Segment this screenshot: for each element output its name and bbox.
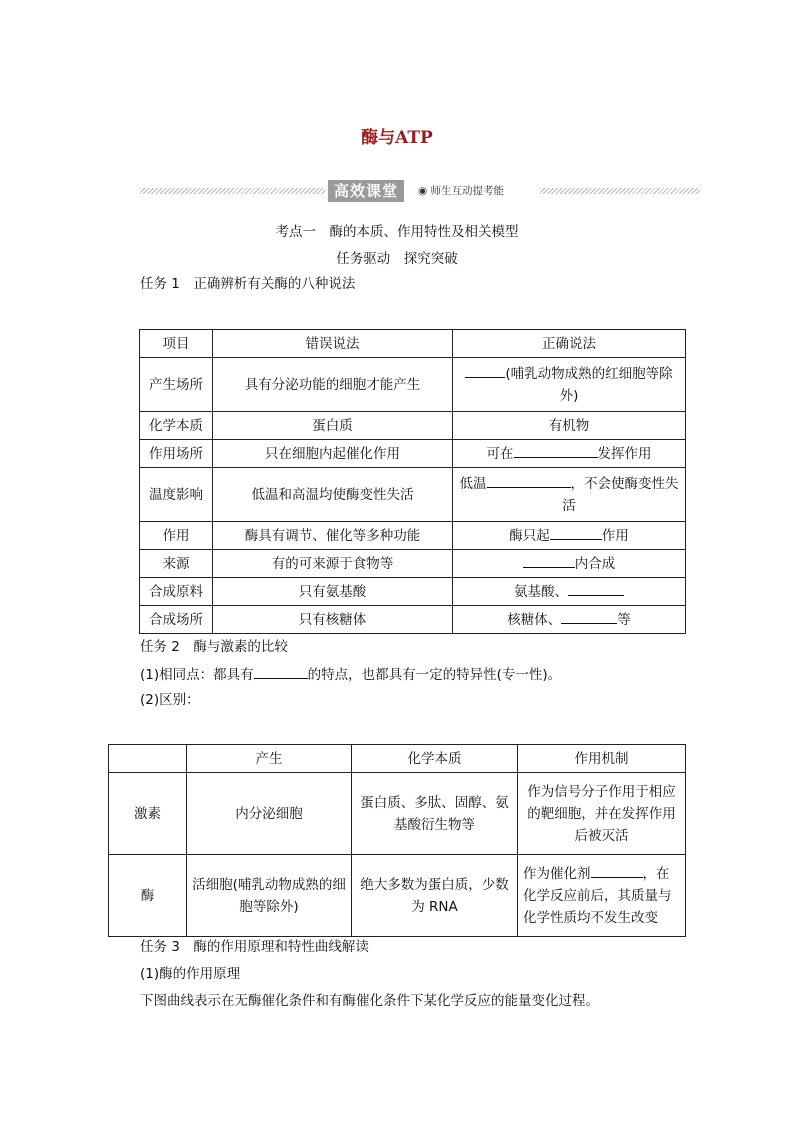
right-text-post: (哺乳动物成熟的红细胞等除外) <box>505 366 673 404</box>
header-cell: 化学本质 <box>352 745 518 773</box>
mechanism-text-pre: 作为催化剂 <box>523 866 591 882</box>
mechanism-text-post: ，在化学反应前后，其质量与化学性质均不发生改变 <box>523 866 672 926</box>
page-title: 酶与ATP <box>361 128 433 148</box>
nature-cell: 蛋白质、多肽、固醇、氨基酸衍生物等 <box>352 773 518 855</box>
origin-cell: 活细胞(哺乳动物成熟的细胞等除外) <box>187 855 352 937</box>
right-text-pre: 酶只起 <box>509 528 550 544</box>
name-cell: 激素 <box>109 773 187 855</box>
item-cell: 来源 <box>140 550 213 578</box>
task2-point2: (2)区别： <box>140 692 200 708</box>
answer-blank[interactable] <box>591 862 643 878</box>
task2-heading: 任务 2 酶与激素的比较 <box>140 639 288 655</box>
banner-stripe-left <box>140 188 325 194</box>
item-cell: 合成场所 <box>140 606 213 634</box>
task2-point1-post: 的特点，也都具有一定的特异性(专一性)。 <box>307 667 562 683</box>
header-cell: 错误说法 <box>213 330 453 358</box>
item-cell: 作用场所 <box>140 440 213 468</box>
header-cell: 作用机制 <box>518 745 686 773</box>
item-cell: 化学本质 <box>140 412 213 440</box>
item-cell: 温度影响 <box>140 468 213 522</box>
header-cell: 产生 <box>187 745 352 773</box>
answer-blank[interactable] <box>523 552 575 568</box>
task3-heading: 任务 3 酶的作用原理和特性曲线解读 <box>140 939 369 955</box>
item-cell: 合成原料 <box>140 578 213 606</box>
table-row <box>109 855 686 937</box>
table-header-row <box>140 330 686 358</box>
table-row <box>140 578 686 606</box>
table-header-row <box>109 745 686 773</box>
answer-blank[interactable] <box>254 663 308 679</box>
wrong-cell: 低温和高温均使酶变性失活 <box>213 468 453 522</box>
name-cell: 酶 <box>109 855 187 937</box>
right-cell <box>453 440 686 468</box>
table-row <box>140 522 686 550</box>
answer-blank[interactable] <box>514 442 598 458</box>
section-banner <box>140 180 700 202</box>
answer-blank[interactable] <box>465 362 505 378</box>
mechanism-cell <box>518 855 686 937</box>
table-row <box>140 606 686 634</box>
right-cell <box>453 358 686 412</box>
right-text-post: ，不会使酶变性失活 <box>562 476 679 514</box>
table-row <box>140 468 686 522</box>
right-cell <box>453 578 686 606</box>
wrong-cell: 酶具有调节、催化等多种功能 <box>213 522 453 550</box>
right-text-post: 内合成 <box>574 556 616 572</box>
task-drive-heading: 任务驱动 探究突破 <box>336 251 458 267</box>
mechanism-cell: 作为信号分子作用于相应的靶细胞，并在发挥作用后被灭活 <box>518 773 686 855</box>
task1-heading: 任务 1 正确辨析有关酶的八种说法 <box>140 276 356 292</box>
table-row <box>140 440 686 468</box>
table-row <box>140 412 686 440</box>
enzyme-statements-table <box>139 329 686 634</box>
answer-blank[interactable] <box>550 524 602 540</box>
right-text-pre: 氨基酸、 <box>514 584 568 600</box>
wrong-cell: 只在细胞内起催化作用 <box>213 440 453 468</box>
kaodian-heading: 考点一 酶的本质、作用特性及相关模型 <box>275 224 519 240</box>
task3-point1: (1)酶的作用原理 <box>140 966 241 982</box>
banner-subtitle: ◉ 师生互动提考能 <box>418 185 504 197</box>
task2-point1 <box>140 663 561 685</box>
item-cell: 产生场所 <box>140 358 213 412</box>
right-text-post: 等 <box>617 612 631 628</box>
table-row <box>140 550 686 578</box>
wrong-cell: 只有氨基酸 <box>213 578 453 606</box>
wrong-cell: 有的可来源于食物等 <box>213 550 453 578</box>
task3-description: 下图曲线表示在无酶催化条件和有酶催化条件下某化学反应的能量变化过程。 <box>140 993 599 1009</box>
nature-cell: 绝大多数为蛋白质，少数为 RNA <box>352 855 518 937</box>
right-text-pre: 可在 <box>486 446 514 462</box>
right-cell <box>453 522 686 550</box>
header-cell: 正确说法 <box>453 330 686 358</box>
right-cell <box>453 550 686 578</box>
header-cell: 项目 <box>140 330 213 358</box>
item-cell: 作用 <box>140 522 213 550</box>
banner-label: 高效课堂 <box>328 180 404 202</box>
header-cell <box>109 745 187 773</box>
enzyme-hormone-table <box>108 744 686 937</box>
answer-blank[interactable] <box>568 580 624 596</box>
right-cell <box>453 468 686 522</box>
right-text-pre: 低温 <box>459 476 487 492</box>
right-cell <box>453 606 686 634</box>
origin-cell: 内分泌细胞 <box>187 773 352 855</box>
table-row <box>140 358 686 412</box>
right-text-post: 发挥作用 <box>597 446 652 462</box>
banner-stripe-right <box>540 188 700 194</box>
answer-blank[interactable] <box>561 608 617 624</box>
table-row <box>109 773 686 855</box>
answer-blank[interactable] <box>487 472 571 488</box>
right-cell: 有机物 <box>453 412 686 440</box>
right-text-post: 作用 <box>601 528 629 544</box>
right-text-pre: 核糖体、 <box>507 612 562 628</box>
wrong-cell: 蛋白质 <box>213 412 453 440</box>
wrong-cell: 只有核糖体 <box>213 606 453 634</box>
task2-point1-pre: (1)相同点：都具有 <box>140 667 254 683</box>
wrong-cell: 具有分泌功能的细胞才能产生 <box>213 358 453 412</box>
